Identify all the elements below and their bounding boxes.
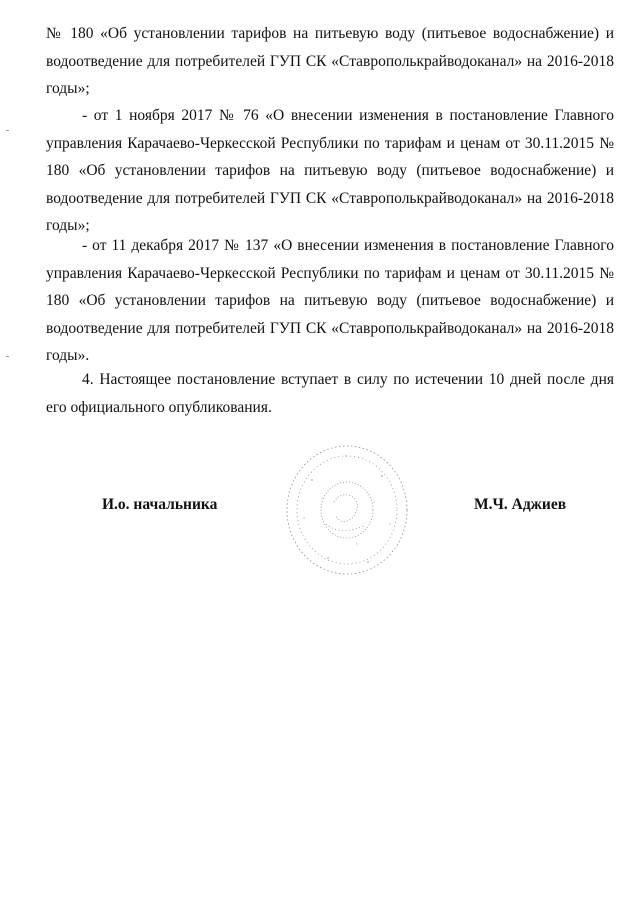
scan-margin-mark	[6, 356, 9, 357]
signatory-name: М.Ч. Аджиев	[474, 496, 567, 513]
paragraph-amendment-nov-2017: - от 1 ноября 2017 № 76 «О внесении изменения в постановление Главного управления Карачаево-Черкесской Республики по тарифам и ценам от 30.11.2015 № 180 «Об установлении тарифов на питьевую воду (питьевое водоснабжение) и водоотведение для потребителей ГУП СК «Ставрополькрайводоканал» на 2016-2018 годы»;	[46, 107, 614, 234]
signatory-position: И.о. начальника	[102, 496, 218, 513]
scan-margin-mark	[6, 130, 9, 131]
paragraph-item-4: 4. Настоящее постановление вступает в силу по истечении 10 дней после дня его официального опубликования.	[46, 371, 614, 416]
official-stamp-seal	[282, 440, 412, 580]
paragraph-continuation: № 180 «Об установлении тарифов на питьевую воду (питьевое водоснабжение) и водоотведение для потребителей ГУП СК «Ставрополькрайводоканал» на 2016-2018 годы»;	[46, 25, 614, 97]
paragraph-amendment-dec-2017: - от 11 декабря 2017 № 137 «О внесении изменения в постановление Главного управления Карачаево-Черкесской Республики по тарифам и ценам от 30.11.2015 № 180 «Об установлении тарифов на питьевую воду (питьевое водоснабжение) и водоотведение для потребителей ГУП СК «Ставрополькрайводоканал» на 2016-2018 годы».	[46, 237, 614, 364]
